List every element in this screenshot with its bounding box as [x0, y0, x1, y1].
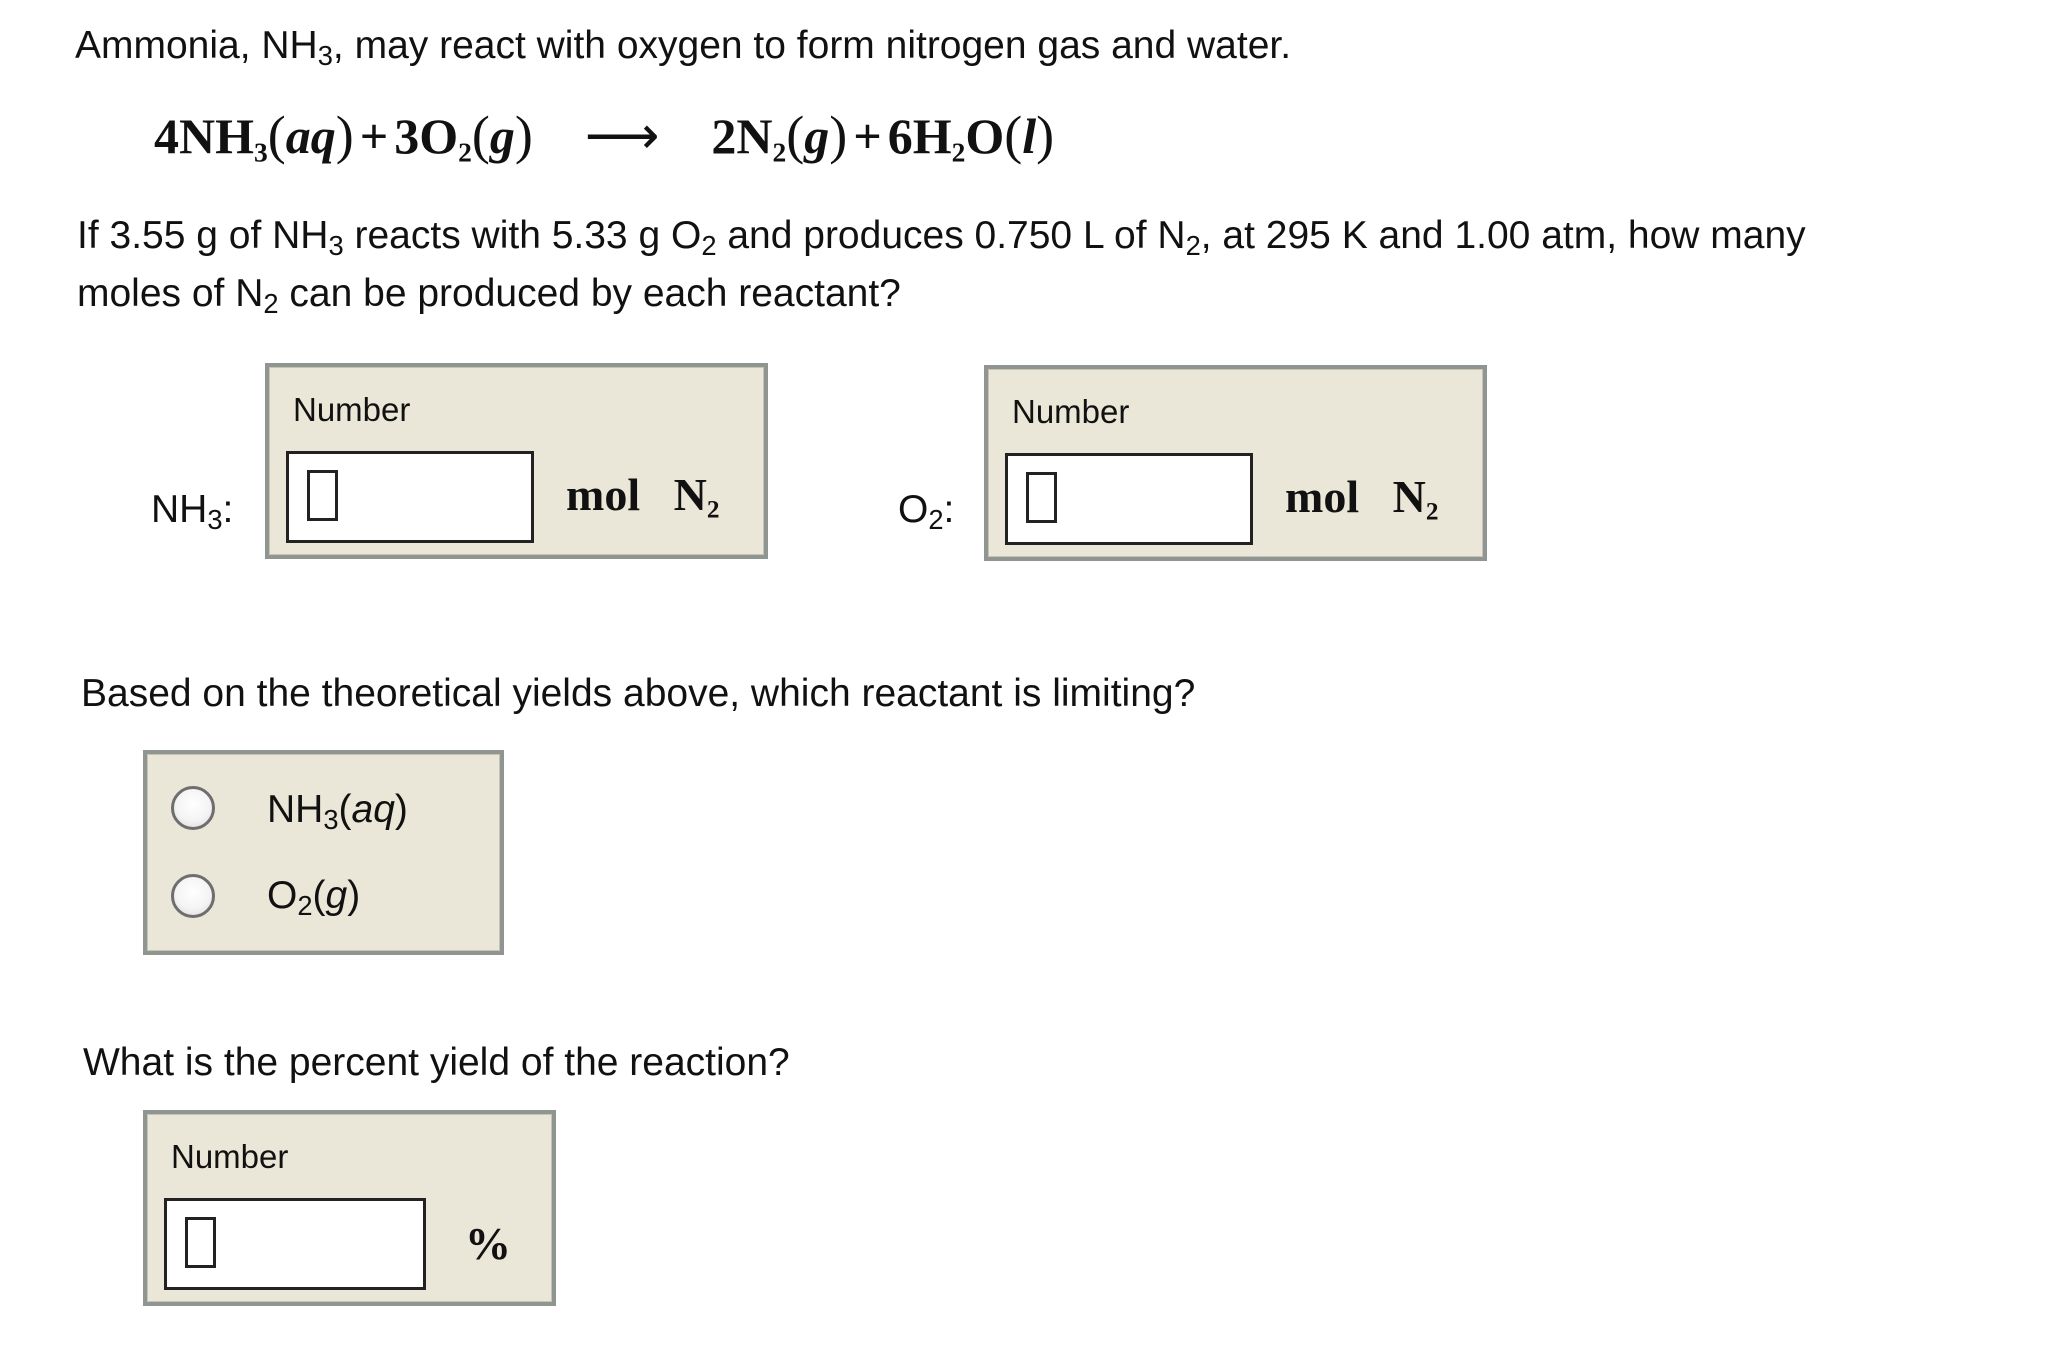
percent-yield-input[interactable]: [164, 1198, 426, 1290]
plus-sign: +: [853, 108, 882, 164]
subscript: 3: [323, 803, 339, 835]
o2-unit: [1285, 471, 1439, 526]
subscript: 2: [772, 136, 787, 168]
question-text: reacts with 5.33 g O: [343, 214, 702, 257]
question-text: moles of N: [77, 272, 264, 315]
question-1-line-2: [77, 272, 901, 319]
subscript: 2: [1425, 497, 1439, 526]
option-o2-label[interactable]: $O_2(g)$: [267, 874, 361, 921]
subscript: 3: [328, 229, 344, 261]
subscript: 2: [706, 495, 720, 524]
panel-title: Number: [293, 391, 411, 428]
unit-text: mol N: [566, 469, 707, 520]
question-2: Based on the theoretical yields above, which reactant is limiting?: [81, 672, 1196, 715]
subscript: 2: [1185, 229, 1201, 261]
o2-moles-input[interactable]: [1005, 453, 1253, 545]
reactant-nh3: 4NH: [154, 108, 254, 164]
chemical-equation: $4NH_3(aq) + 3O_2(g)$ ⟶ $2N_2(g) + 6H_2O(l)$: [154, 105, 1055, 168]
state-label: aq: [351, 788, 395, 831]
reaction-arrow: ⟶: [584, 108, 660, 165]
reactant-o2: 3O: [394, 108, 459, 164]
option-text: O: [267, 874, 298, 917]
label-colon: :: [943, 488, 955, 531]
subscript: 2: [297, 889, 313, 921]
plus-sign: +: [359, 108, 389, 164]
input-cursor: [185, 1217, 216, 1268]
o2-label: [898, 488, 955, 535]
question-1-line-1: [77, 214, 1806, 261]
intro-text-part: Ammonia, NH: [75, 24, 318, 67]
state-label: g: [325, 874, 348, 917]
percent-yield-panel: [143, 1110, 556, 1306]
nh3-moles-input[interactable]: [286, 451, 534, 543]
product-h2o-tail: O: [965, 108, 1005, 164]
product-n2: 2N: [711, 108, 773, 164]
question-text: can be produced by each reactant?: [278, 272, 901, 315]
radio-nh3[interactable]: [171, 786, 215, 830]
subscript: 3: [317, 39, 333, 71]
radio-o2[interactable]: [171, 874, 215, 918]
o2-answer-panel: [984, 365, 1487, 561]
unit-text: mol N: [1285, 471, 1426, 522]
subscript: 2: [928, 503, 944, 535]
label-text: O: [898, 488, 929, 531]
input-cursor: [1026, 472, 1057, 523]
nh3-answer-panel: [265, 363, 768, 559]
question-3: What is the percent yield of the reaction?: [83, 1041, 790, 1084]
limiting-reactant-panel: [143, 750, 504, 955]
intro-text-part: , may react with oxygen to form nitrogen gas and water.: [332, 24, 1292, 67]
subscript: 2: [263, 287, 279, 319]
subscript: 2: [458, 136, 472, 168]
option-nh3-label[interactable]: $NH_3(aq)$: [267, 788, 408, 835]
nh3-label: [151, 488, 234, 535]
option-text: NH: [267, 788, 324, 831]
subscript: 2: [701, 229, 717, 261]
product-h2o: 6H: [887, 108, 952, 164]
state-label: g: [489, 108, 515, 164]
nh3-unit: [566, 469, 720, 524]
state-label: g: [804, 108, 830, 164]
state-label: aq: [285, 108, 336, 164]
label-text: NH: [151, 488, 208, 531]
question-text: If 3.55 g of NH: [77, 214, 329, 257]
subscript: 2: [951, 136, 966, 168]
panel-title: Number: [171, 1138, 289, 1175]
subscript: 3: [254, 136, 268, 168]
intro-text: [75, 24, 1292, 71]
percent-unit: %: [465, 1218, 511, 1269]
input-cursor: [307, 470, 338, 521]
label-colon: :: [222, 488, 234, 531]
state-label: l: [1022, 108, 1037, 164]
subscript: 3: [207, 503, 223, 535]
question-text: , at 295 K and 1.00 atm, how many: [1200, 214, 1806, 257]
question-text: and produces 0.750 L of N: [716, 214, 1186, 257]
panel-title: Number: [1012, 393, 1130, 430]
